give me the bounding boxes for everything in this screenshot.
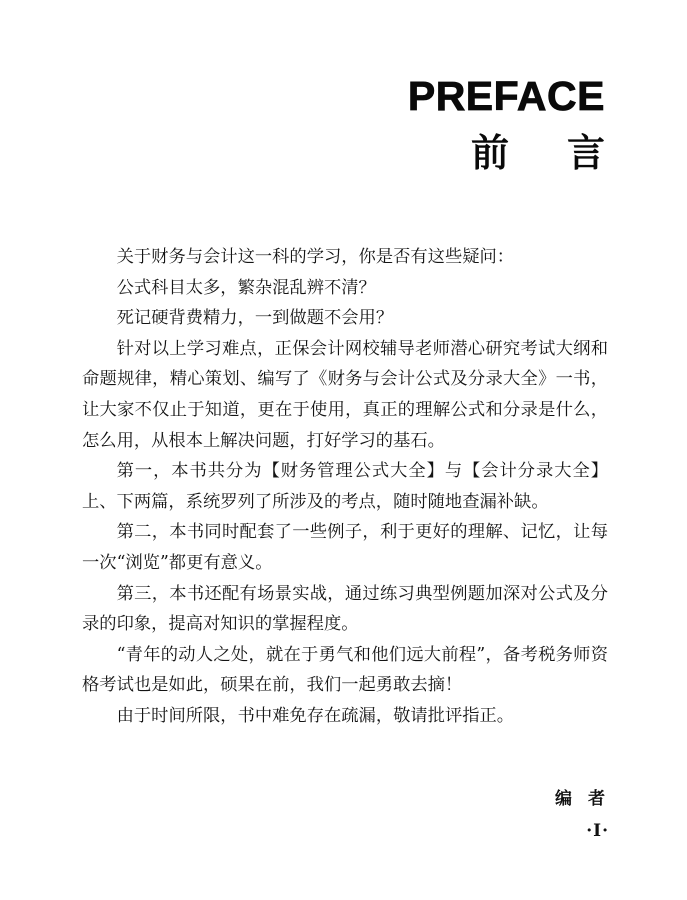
- page-title-english: PREFACE: [407, 73, 605, 119]
- page-title-chinese: 前言: [470, 131, 663, 175]
- paragraph: 关于财务与会计这一科的学习，你是否有这些疑问：: [116, 247, 515, 267]
- paragraph: 第三，本书还配有场景实战，通过练习典型例题加深对公式及分录的印象，提高对知识的掌握程度。: [82, 583, 608, 635]
- paragraph: 死记硬背费精力，一到做题不会用？: [116, 308, 394, 329]
- paragraph: “青年的动人之处，就在于勇气和他们远大前程”，备考税务师资格考试也是如此，硕果在前，我们一起勇敢去摘！: [82, 644, 608, 696]
- author-signature: 编者: [555, 789, 621, 809]
- page-number: ·Ⅰ·: [586, 821, 609, 841]
- paragraph: 公式科目太多，繁杂混乱辨不清？: [116, 277, 376, 298]
- paragraph: 第一，本书共分为【财务管理公式大全】与【会计分录大全】上、下两篇，系统罗列了所涉及的考点，随时随地查漏补缺。: [82, 461, 608, 512]
- preface-body: [82, 242, 608, 732]
- paragraph: 由于时间所限，书中难免存在疏漏，敬请批评指正。: [116, 705, 515, 726]
- paragraph: 第二，本书同时配套了一些例子，利于更好的理解、记忆，让每一次“浏览”都更有意义。: [82, 522, 608, 573]
- paragraph: 针对以上学习难点，正保会计网校辅导老师潜心研究考试大纲和命题规律，精心策划、编写了《财务与会计公式及分录大全》一书，让大家不仅止于知道，更在于使用，真正的理解公式和分录是什么，怎么用，从根本上解决问题，打好学习的基石。: [82, 338, 608, 451]
